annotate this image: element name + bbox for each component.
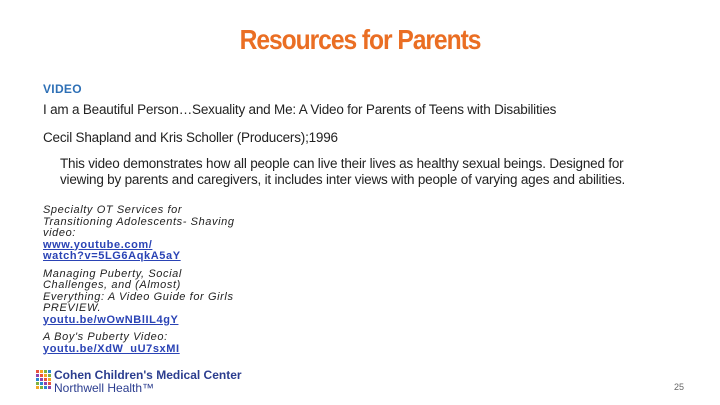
video-links — [43, 205, 273, 361]
logo-text-secondary: Northwell Health™ — [54, 381, 155, 395]
link-block-shaving — [43, 205, 273, 263]
cohen-childrens-logo — [36, 368, 266, 396]
page-number: 25 — [673, 382, 684, 392]
link-caption: Specialty OT Services for Transitioning Adolescents- Shaving video: — [43, 204, 235, 239]
link-caption: A Boy's Puberty Video: — [43, 331, 168, 343]
link-block-puberty-boys — [43, 332, 273, 355]
video-title: I am a Beautiful Person…Sexuality and Me: A Video for Parents of Teens with Disabilities — [43, 102, 557, 117]
section-label: VIDEO — [43, 82, 82, 96]
video-link[interactable]: youtu.be/XdW_uU7sxMI — [43, 342, 180, 355]
link-block-puberty-girls — [43, 269, 273, 327]
video-description: This video demonstrates how all people can live their lives as healthy sexual beings. Designed for viewing by parents and caregivers, it includes inter views with people of varying ages and abilities. — [60, 156, 626, 187]
slide-title: Resources for Parents — [239, 24, 481, 55]
producers-line: Cecil Shapland and Kris Scholler (Producers);1996 — [43, 130, 338, 145]
video-link[interactable]: www.youtube.com/ — [43, 238, 153, 251]
logo-mark-icon — [36, 370, 52, 390]
link-caption: Managing Puberty, Social Challenges, and (Almost) Everything: A Video Guide for Girls PREVIEW. — [43, 267, 234, 314]
logo-text-primary: Cohen Children's Medical Center — [54, 368, 242, 382]
video-link[interactable]: youtu.be/wOwNBlIL4gY — [43, 313, 179, 326]
video-link[interactable]: watch?v=5LG6AqkA5aY — [43, 250, 181, 262]
